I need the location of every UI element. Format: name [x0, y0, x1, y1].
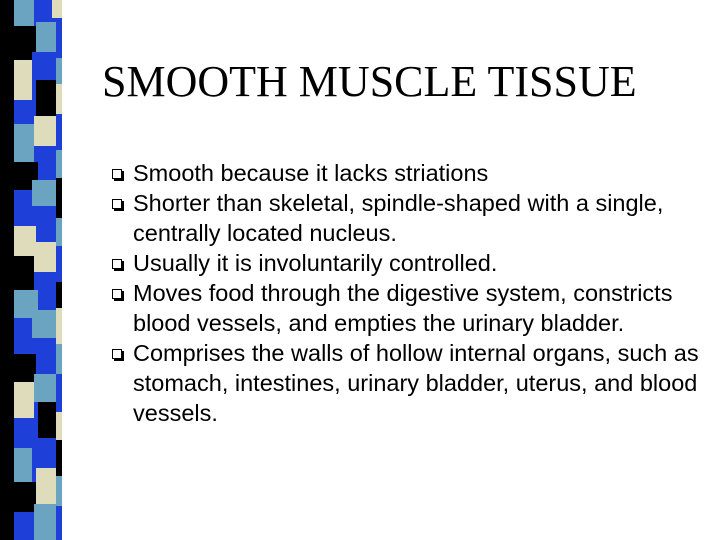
- bullet-item: [112, 338, 702, 428]
- bullet-text: Shorter than skeletal, spindle-shaped with a single, centrally located nucleus.: [133, 190, 664, 246]
- stripe-block: [14, 256, 34, 290]
- stripe-block: [38, 146, 56, 180]
- stripe-block: [38, 402, 56, 438]
- stripe-block: [0, 0, 14, 540]
- stripe-block: [14, 60, 32, 100]
- stripe-block: [36, 22, 56, 52]
- bullet-item: [112, 278, 702, 338]
- stripe-block: [34, 0, 52, 22]
- bullet-text: Usually it is involuntarily controlled.: [133, 250, 498, 276]
- stripe-block: [14, 448, 32, 482]
- stripe-block: [68, 0, 78, 540]
- stripe-block: [14, 124, 34, 162]
- bullet-text: Smooth because it lacks striations: [133, 160, 489, 186]
- stripe-block: [32, 438, 56, 468]
- stripe-block: [32, 310, 56, 338]
- bullet-item: [112, 248, 702, 278]
- hollow-square-bullet-icon: [112, 169, 122, 179]
- slide-title: SMOOTH MUSCLE TISSUE: [102, 57, 637, 106]
- hollow-square-bullet-icon: [112, 349, 122, 359]
- stripe-block: [36, 338, 56, 374]
- stripe-block: [32, 52, 56, 80]
- stripe-block: [14, 512, 34, 540]
- stripe-block: [34, 504, 56, 540]
- stripe-block: [32, 180, 56, 206]
- stripe-block: [14, 382, 34, 418]
- stripe-block: [14, 226, 36, 256]
- bullet-text: Comprises the walls of hollow internal organs, such as stomach, intestines, urinary bladder, uterus, and blood vessels.: [133, 340, 699, 426]
- stripe-block: [38, 272, 56, 310]
- bullet-item: [112, 188, 702, 248]
- stripe-block: [14, 0, 34, 26]
- hollow-square-bullet-icon: [112, 259, 122, 269]
- stripe-block: [34, 242, 56, 272]
- stripe-block: [14, 100, 36, 124]
- decorative-block-stripe: [0, 0, 78, 540]
- stripe-block: [36, 468, 56, 504]
- bullet-item: [112, 158, 702, 188]
- bullet-list: [112, 158, 702, 428]
- stripe-block: [36, 206, 56, 242]
- hollow-square-bullet-icon: [112, 199, 122, 209]
- stripe-block: [14, 318, 32, 354]
- hollow-square-bullet-icon: [112, 289, 122, 299]
- bullet-text: Moves food through the digestive system, constricts blood vessels, and empties the urinary bladder.: [133, 280, 673, 336]
- stripe-block: [14, 482, 36, 512]
- stripe-block: [34, 374, 56, 402]
- stripe-block: [34, 116, 56, 146]
- stripe-block: [14, 190, 32, 226]
- stripe-block: [36, 80, 56, 116]
- stripe-block: [14, 354, 36, 382]
